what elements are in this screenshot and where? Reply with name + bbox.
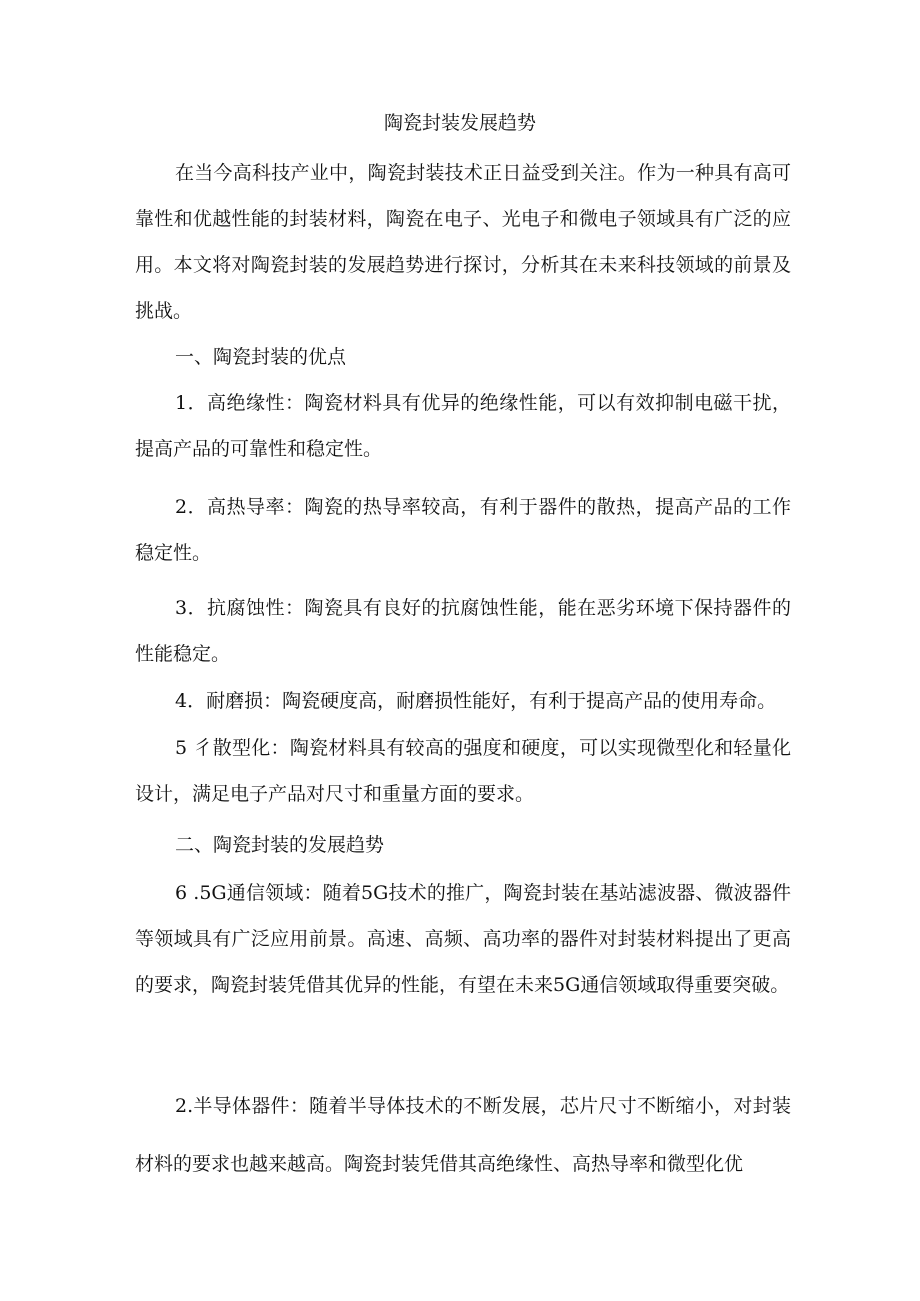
section2-heading: 二、陶瓷封装的发展趋势 <box>175 834 385 856</box>
section1-item-1: 1．高绝缘性：陶瓷材料具有优异的绝缘性能，可以有效抑制电磁干扰，提高产品的可靠性和稳定性。 <box>135 392 791 460</box>
document-title: 陶瓷封装发展趋势 <box>383 112 536 134</box>
section1-item-2: 2．高热导率：陶瓷的热导率较高，有利于器件的散热，提高产品的工作稳定性。 <box>135 496 791 564</box>
section1-heading: 一、陶瓷封装的优点 <box>175 346 347 368</box>
section1-item-3: 3．抗腐蚀性：陶瓷具有良好的抗腐蚀性能，能在恶劣环境下保持器件的性能稳定。 <box>135 597 791 665</box>
section2-item-2: 2.半导体器件：随着半导体技术的不断发展，芯片尺寸不断缩小，对封装材料的要求也越来越高。陶瓷封装凭借其高绝缘性、高热导率和微型化优 <box>135 1095 791 1175</box>
section1-item-5: 5 彳散型化：陶瓷材料具有较高的强度和硬度，可以实现微型化和轻量化设计，满足电子产品对尺寸和重量方面的要求。 <box>135 737 791 805</box>
section1-item-4: 4．耐磨损：陶瓷硬度高，耐磨损性能好，有利于提高产品的使用寿命。 <box>175 690 777 712</box>
intro-paragraph: 在当今高科技产业中，陶瓷封装技术正日益受到关注。作为一种具有高可靠性和优越性能的封装材料，陶瓷在电子、光电子和微电子领域具有广泛的应用。本文将对陶瓷封装的发展趋势进行探讨，分析其在未来科技领域的前景及挑战。 <box>135 162 791 322</box>
section2-item-1: 6 .5G通信领域：随着5G技术的推广，陶瓷封装在基站滤波器、微波器件等领域具有广泛应用前景。高速、高频、高功率的器件对封装材料提出了更高的要求，陶瓷封装凭借其优异的性能，有望在未来5G通信领域取得重要突破。 <box>135 882 791 996</box>
